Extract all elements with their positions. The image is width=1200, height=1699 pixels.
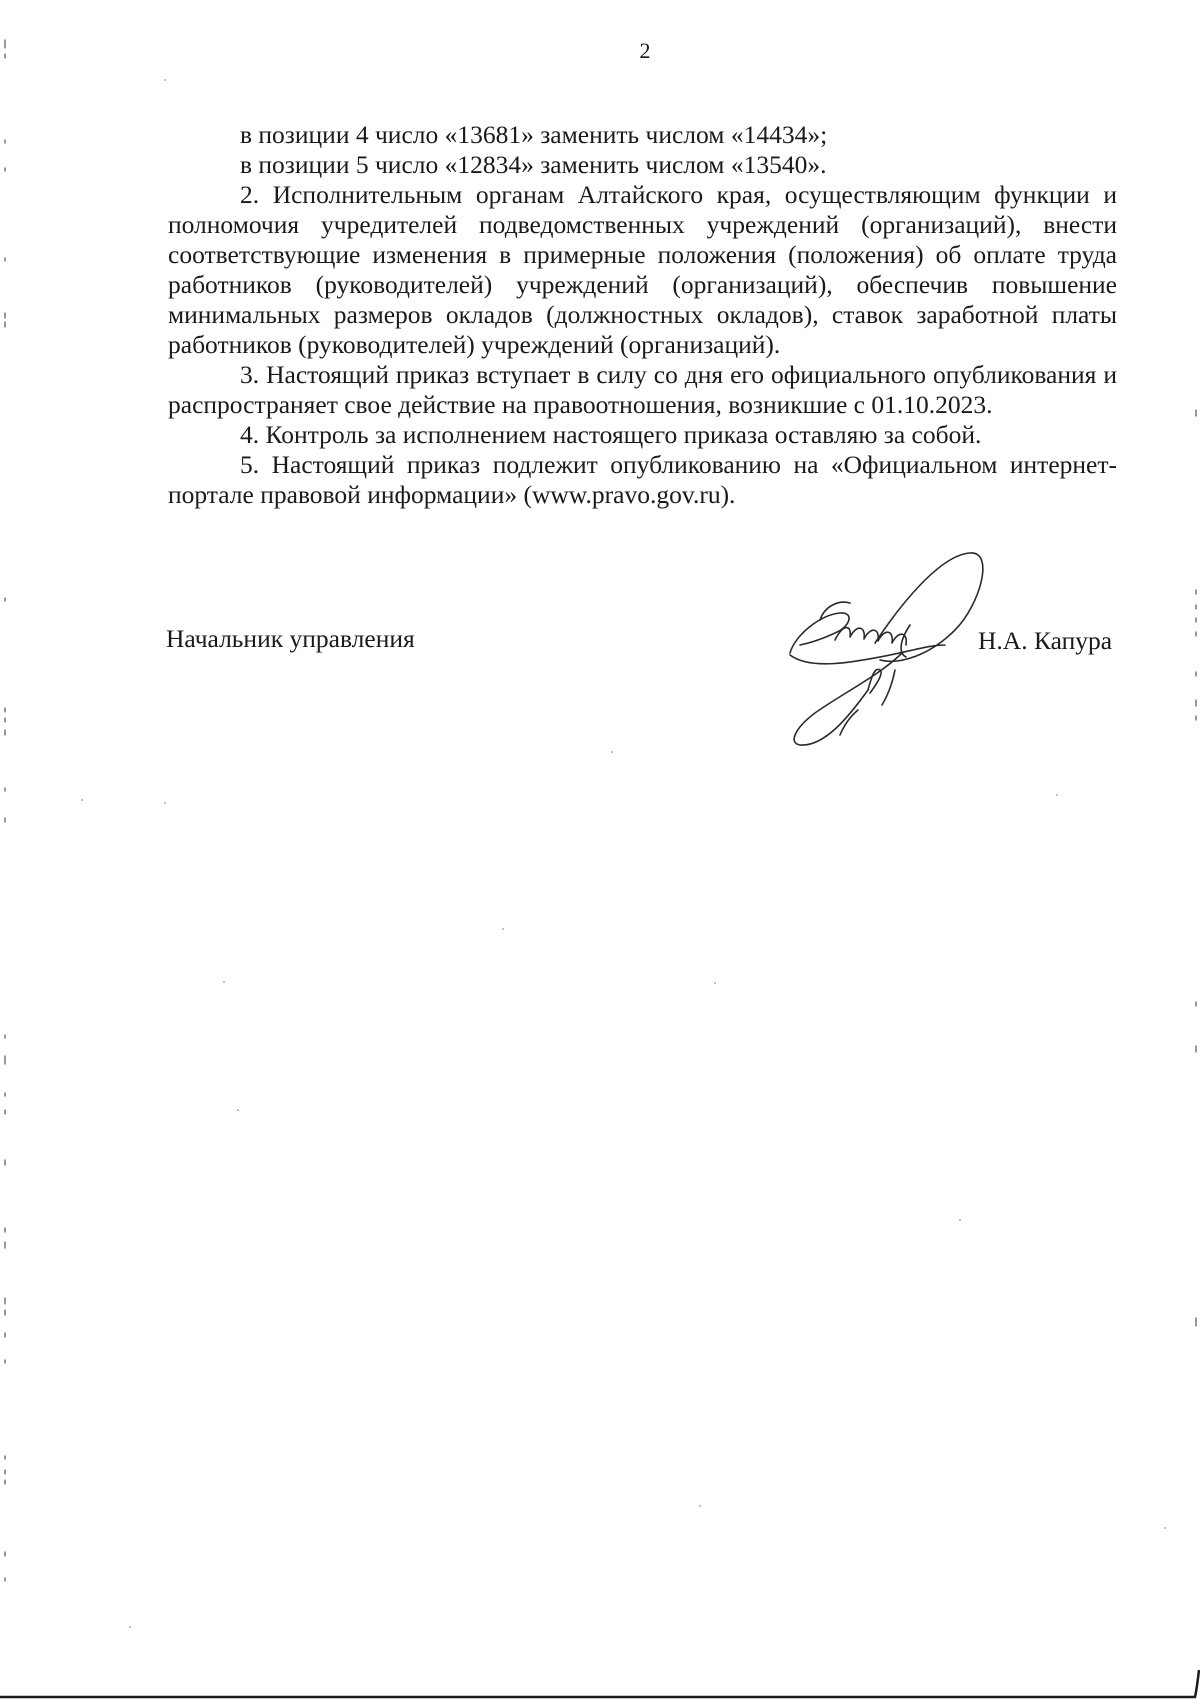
- paragraph-position-5: в позиции 5 число «12834» заменить числом «13540».: [240, 150, 827, 179]
- paragraph-item-2: 2. Исполнительным органам Алтайского края, осуществляющим функции и полномочия учредителей подведомственных учреждений (организаций), внести соответствующие изменения в примерные положения (положения) об оплате труда работников (руководителей) учреждений (организаций), обеспечив повышение минимальных размеров окладов (должностных окладов), ставок заработной платы работников (руководителей) учреждений (организаций).: [168, 180, 1117, 359]
- signatory-title: Начальник управления: [166, 624, 415, 653]
- paragraph-item-3: 3. Настоящий приказ вступает в силу со дня его официального опубликования и распространяет свое действие на правоотношения, возникшие с 01.10.2023.: [168, 360, 1117, 419]
- page-number: 2: [639, 38, 651, 63]
- paragraph-item-5: 5. Настоящий приказ подлежит опубликованию на «Официальном интернет-портале правовой информации» (www.pravo.gov.ru).: [168, 450, 1117, 509]
- signatory-name: Н.А. Капура: [978, 626, 1113, 655]
- paragraph-item-4: 4. Контроль за исполнением настоящего приказа оставляю за собой.: [240, 420, 982, 449]
- signature-block: [0, 0, 1200, 760]
- paragraph-position-4: в позиции 4 число «13681» заменить числом «14434»;: [240, 120, 828, 149]
